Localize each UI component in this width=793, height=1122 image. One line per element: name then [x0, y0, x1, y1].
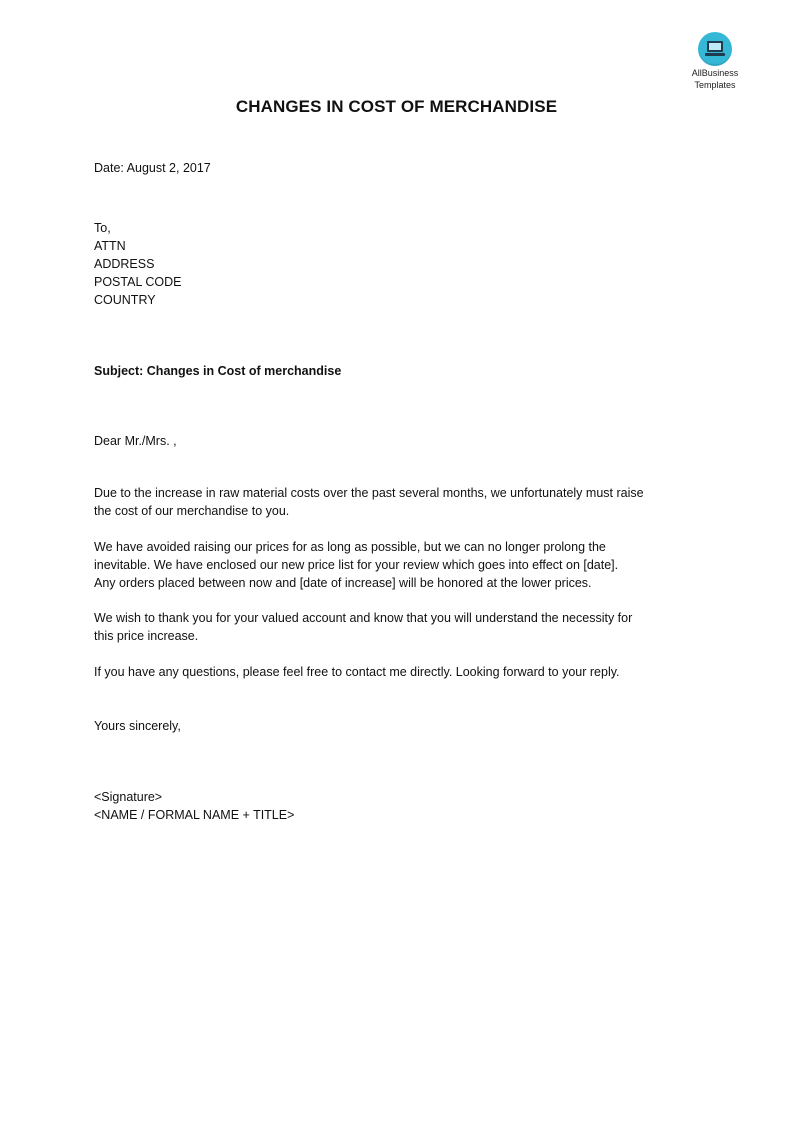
- paragraph-line: the cost of our merchandise to you.: [94, 504, 290, 518]
- paragraph-line: If you have any questions, please feel free to contact me directly. Looking forward to your reply.: [94, 665, 620, 679]
- address-country: COUNTRY: [94, 293, 156, 307]
- paragraph-line: We have avoided raising our prices for as long as possible, but we can no longer prolong the: [94, 540, 606, 554]
- paragraph-4: [94, 663, 694, 681]
- paragraph-line: We wish to thank you for your valued account and know that you will understand the necessity for: [94, 611, 633, 625]
- logo-text-line2: Templates: [694, 80, 736, 90]
- logo-text-line1: AllBusiness: [691, 68, 739, 78]
- paragraph-line: this price increase.: [94, 629, 199, 643]
- paragraph-3: [94, 609, 694, 645]
- address-postal-code: POSTAL CODE: [94, 275, 182, 289]
- paragraph-line: inevitable. We have enclosed our new price list for your review which goes into effect on [date].: [94, 558, 619, 572]
- recipient-address: [94, 219, 694, 309]
- document-title: CHANGES IN COST OF MERCHANDISE: [235, 97, 558, 116]
- paragraph-line: Any orders placed between now and [date of increase] will be honored at the lower prices.: [94, 576, 592, 590]
- address-street: ADDRESS: [94, 257, 155, 271]
- closing: Yours sincerely,: [94, 719, 181, 733]
- address-attn: ATTN: [94, 239, 126, 253]
- paragraph-line: Due to the increase in raw material costs over the past several months, we unfortunately must raise: [94, 486, 644, 500]
- salutation: Dear Mr./Mrs. ,: [94, 434, 177, 448]
- date-line: Date: August 2, 2017: [94, 161, 211, 175]
- address-to: To,: [94, 221, 111, 235]
- paragraph-2: [94, 538, 694, 592]
- signature-placeholder: <Signature>: [94, 790, 163, 804]
- subject-line: Subject: Changes in Cost of merchandise: [94, 364, 342, 378]
- paragraph-1: [94, 484, 694, 520]
- name-title-placeholder: <NAME / FORMAL NAME + TITLE>: [94, 808, 295, 822]
- laptop-icon: [698, 32, 732, 66]
- company-logo: [680, 32, 750, 90]
- laptop-icon-graphic: [704, 40, 726, 58]
